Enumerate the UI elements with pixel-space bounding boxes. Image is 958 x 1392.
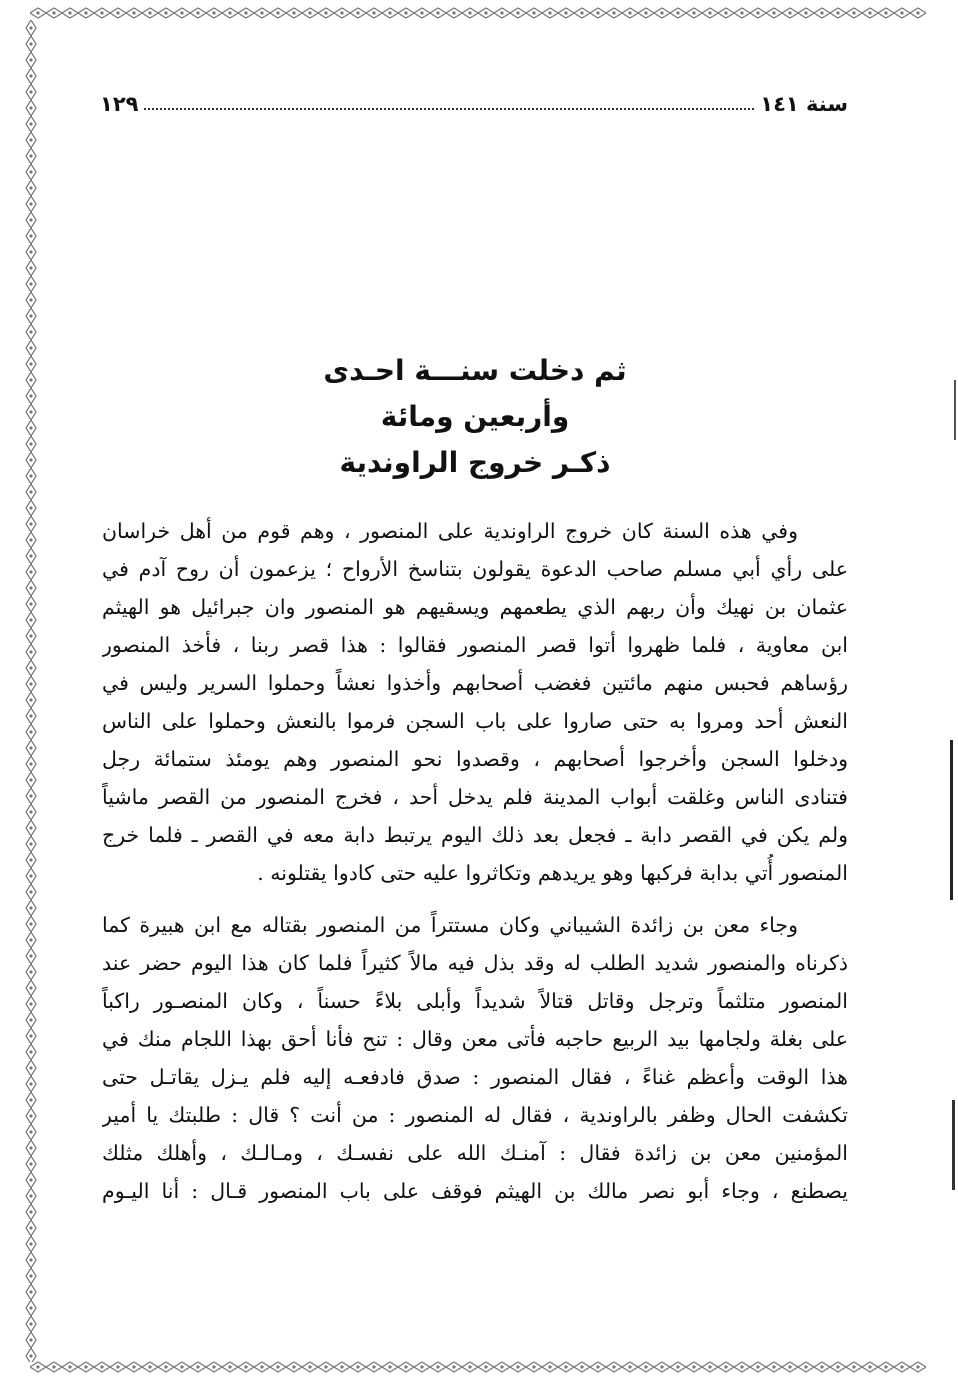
text-line: المنصور أُتي بدابة فركبها وهو يريدهم وتكاثروا عليه حتى كادوا يقتلونه .	[257, 861, 848, 885]
paragraph-gap	[102, 892, 848, 906]
text-line: وفي هذه السنة كان خروج الراوندية على المنصور ، وهم قوم من أهل خراسان	[102, 519, 798, 543]
text-line: رؤساهم فحبس منهم مائتين فغضب أصحابهم وأخذوا نعشاً وحملوا السرير وليس في	[102, 671, 848, 695]
text-line: المؤمنين معن بن زائدة فقال : آمنـك الله على نفسـك ، ومـالـك ، وأهلك مثلك	[102, 1141, 848, 1165]
text-line: ابن معاوية ، فلما ظهروا أتوا قصر المنصور فقالوا : هذا قصر ربنا ، فأخذ المنصور	[102, 633, 848, 657]
body-text	[102, 512, 848, 1210]
heading-line-2: وأربعين ومائة	[380, 400, 570, 433]
paragraph	[102, 906, 848, 1210]
page-number: ١٢٩	[100, 92, 139, 116]
text-line: وجاء معن بن زائدة الشيباني وكان مستتراً من المنصور بقتاله مع ابن هبيرة كما	[102, 913, 798, 937]
text-line: على بغلة ولجامها بيد الربيع حاجبه فأتى معن وقال : تنح فأنا أحق بهذا اللجام منك في	[102, 1027, 848, 1051]
decorative-border-bottom	[30, 1360, 926, 1374]
text-line: عثمان بن نهيك وأن ربهم الذي يطعمهم ويسقيهم هو المنصور وان جبرائيل هو الهيثم	[102, 595, 848, 619]
text-line: المنصور متلثماً وترجل وقاتل قتالاً شديداً وأبلى بلاءً حسناً ، وكان المنصـور راكباً	[102, 989, 848, 1013]
text-line: ولم يكن في القصر دابة ـ فجعل بعد ذلك اليوم يرتبط دابة معه في القصر ـ فلما خرج	[102, 823, 848, 847]
text-line: تكشفت الحال وظفر بالراوندية ، فقال له المنصور : من أنت ؟ قال : طلبتك يا أمير	[102, 1103, 848, 1127]
text-line: على رأي أبي مسلم صاحب الدعوة يقولون بتناسخ الأرواح ؛ يزعمون أن روح آدم في	[102, 557, 848, 581]
decorative-border-left	[24, 20, 38, 1362]
text-line: هذا الوقت وأعظم غناءً ، فقال المنصور : صدق فادفعـه إليه فلم يـزل يقاتـل حتى	[102, 1065, 848, 1089]
heading-line-1: ثم دخلت سنـــة احـدى	[323, 354, 627, 387]
text-line: النعش أحد ومروا به حتى صاروا على باب السجن فرموا بالنعش وحملوا على الناس	[102, 709, 848, 733]
text-line: ذكرناه والمنصور شديد الطلب له وقد بذل فيه مالاً كثيراً فلما كان هذا اليوم حضر عند	[102, 951, 848, 975]
chapter-heading	[200, 348, 750, 486]
running-header	[100, 88, 848, 116]
scan-edge-shadow	[940, 0, 958, 1388]
text-line: يصطنع ، وجاء أبو نصر مالك بن الهيثم فوقف على باب المنصور قـال : أنا اليـوم	[102, 1179, 848, 1203]
heading-line-3: ذكـر خروج الراوندية	[339, 446, 611, 479]
text-line: فتنادى الناس وغلقت أبواب المدينة فلم يدخل أحد ، فخرج المنصور من القصر ماشياً	[102, 785, 848, 809]
paragraph	[102, 512, 848, 892]
text-line: ودخلوا السجن وأخرجوا أصحابهم ، وقصدوا نحو المنصور وهم يومئذ ستمائة رجل	[102, 747, 848, 771]
header-year: سنة ١٤١	[760, 92, 848, 116]
header-dot-leader	[144, 108, 754, 110]
decorative-border-top	[30, 6, 926, 20]
